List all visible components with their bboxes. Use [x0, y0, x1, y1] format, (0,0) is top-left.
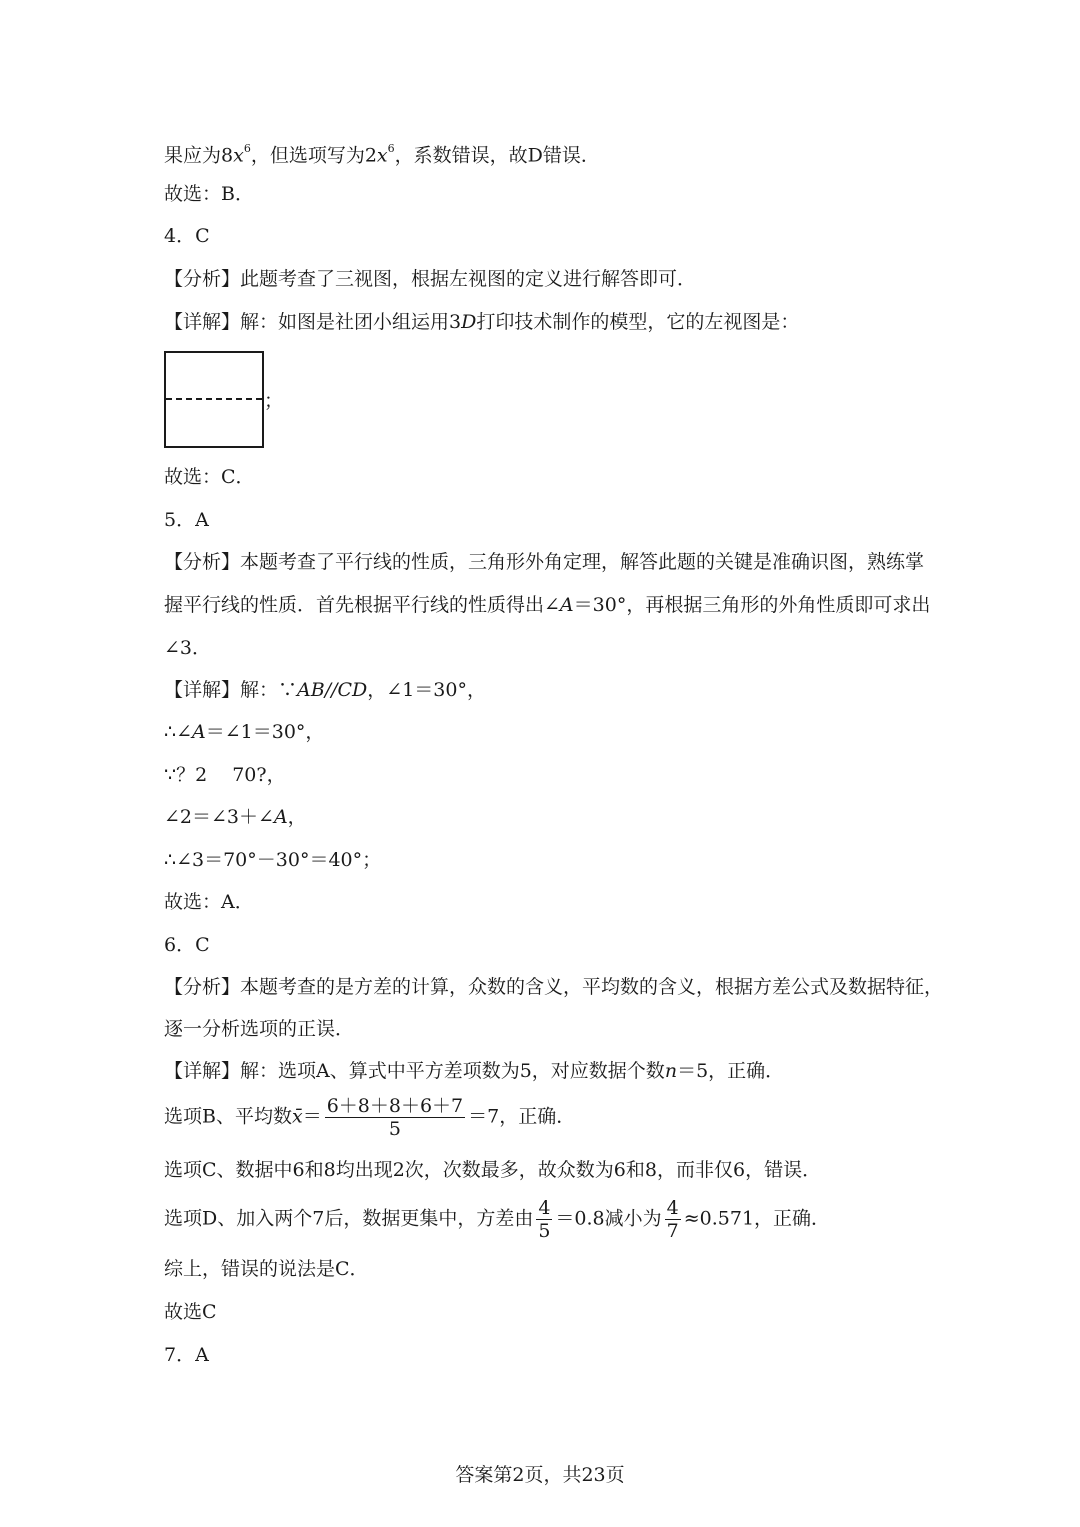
text-segment: 选项D、加入两个7后，数据更集中，方差由 [164, 1207, 534, 1230]
text-line: 故选：B． [164, 183, 254, 205]
math-var: A [273, 806, 288, 828]
fraction-denominator: 5 [538, 1220, 551, 1242]
math-var: x [376, 144, 388, 167]
math-var: A [192, 721, 206, 743]
text-segment: 【详解】解：如图是社团小组运用3 [164, 311, 462, 333]
analysis-line: 【分析】本题考查了平行线的性质，三角形外角定理，解答此题的关键是准确识图，熟练掌 [164, 551, 925, 573]
math-line: ∴∠3＝70°－30°＝40°； [164, 849, 382, 871]
text-line [164, 138, 600, 168]
text-line: 故选：A． [164, 891, 254, 913]
text-line: 综上，错误的说法是C． [164, 1258, 369, 1280]
variance-fraction [536, 1197, 552, 1242]
text-segment: 【详解】解：选项A、算式中平方差项数为5，对应数据个数 [164, 1060, 665, 1082]
text-segment: ＝7，正确． [468, 1105, 576, 1128]
math-line [164, 804, 307, 830]
math-var: x̄ [291, 1105, 303, 1128]
text-segment: 握平行线的性质．首先根据平行线的性质得出∠ [164, 594, 560, 616]
answer-heading: 7．A [164, 1344, 209, 1366]
text-segment: ≈0.571，正确． [683, 1207, 831, 1230]
text-segment: ； [264, 390, 284, 412]
text-segment: ＝0.8减小为 [555, 1207, 662, 1230]
text-segment: 果应为8 [164, 144, 234, 167]
text-segment: ＝ [302, 1105, 322, 1128]
fraction-numerator: 4 [538, 1197, 551, 1219]
math-var: n [664, 1060, 678, 1082]
math-line [164, 719, 324, 745]
text-segment: 打印技术制作的模型，它的左视图是： [476, 311, 800, 333]
fraction-denominator: 5 [325, 1117, 465, 1140]
math-var: CD [337, 679, 368, 701]
text-segment: ， [287, 806, 307, 828]
mean-fraction [325, 1095, 465, 1140]
fraction-numerator: 6＋8＋8＋6＋7 [326, 1095, 464, 1117]
answer-heading: 5．A [164, 509, 209, 531]
text-segment: 【详解】解：∵ [164, 679, 298, 701]
text-line: 选项C、数据中6和8均出现2次，次数最多，故众数为6和8，而非仅6，错误． [164, 1159, 822, 1181]
detail-line [164, 677, 486, 703]
analysis-line: 逐一分析选项的正误． [164, 1018, 355, 1040]
text-segment: ∴∠ [164, 721, 193, 743]
math-line: ∵？2 70?， [164, 764, 286, 786]
math-var: AB [297, 679, 325, 701]
analysis-line: 【分析】此题考查了三视图，根据左视图的定义进行解答即可． [164, 268, 697, 290]
exponent: 6 [387, 142, 395, 155]
text-segment: ，但选项写为2 [250, 144, 377, 167]
math-var: x [233, 144, 244, 167]
math-line [164, 1197, 830, 1242]
answer-heading: 4．C [164, 225, 210, 247]
text-segment: ，∠1＝30°， [367, 679, 486, 701]
detail-line [164, 1058, 784, 1084]
math-line [164, 1095, 575, 1140]
text-segment: 选项B、平均数 [164, 1105, 292, 1128]
text-segment: ＝30°，再根据三角形的外角性质即可求出 [573, 594, 931, 616]
left-view-figure [164, 351, 264, 448]
variance-fraction [665, 1197, 681, 1242]
fraction-denominator: 7 [666, 1220, 679, 1242]
text-segment: ＝∠1＝30°， [205, 721, 325, 743]
math-var: // [324, 679, 338, 701]
fraction-numerator: 4 [666, 1197, 679, 1219]
hidden-edge-dashed-line [166, 398, 262, 400]
detail-line [164, 309, 799, 335]
analysis-line: 【分析】本题考查的是方差的计算，众数的含义，平均数的含义，根据方差公式及数据特征， [164, 976, 944, 998]
math-var: D [461, 311, 477, 333]
analysis-line [164, 592, 930, 618]
text-line: 故选：C． [164, 466, 255, 488]
text-segment: ，系数错误，故D错误． [394, 144, 600, 167]
page-footer: 答案第2页，共23页 [455, 1464, 625, 1486]
math-var: A [559, 594, 574, 616]
analysis-line: ∠3． [164, 637, 212, 659]
answer-heading: 6．C [164, 934, 210, 956]
text-segment: ∠2＝∠3＋∠ [164, 806, 274, 828]
exponent: 6 [243, 142, 251, 155]
text-segment: ＝5，正确． [677, 1060, 785, 1082]
text-line: 故选C [164, 1301, 217, 1323]
